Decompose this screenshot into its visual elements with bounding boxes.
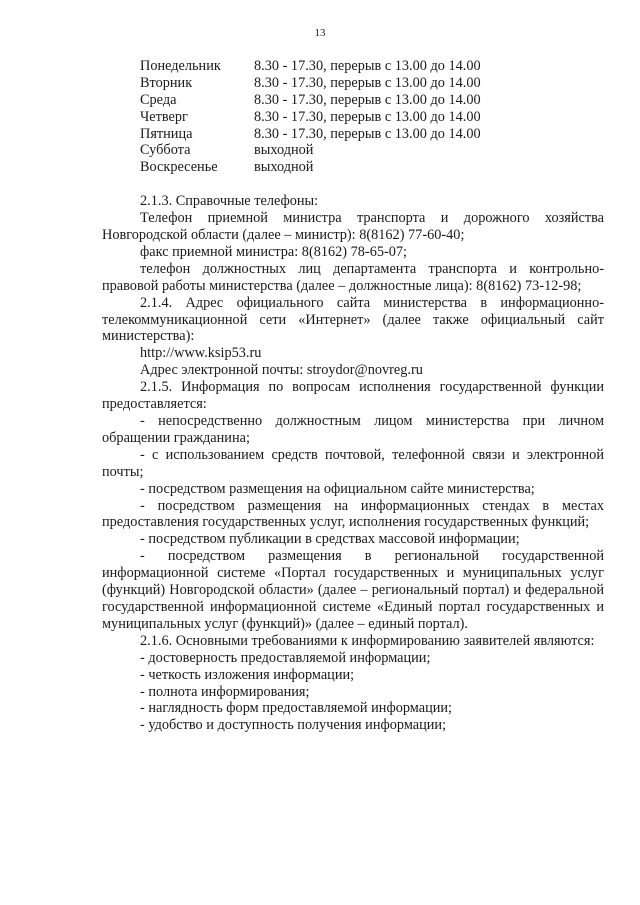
spacer (102, 176, 604, 193)
schedule-time: 8.30 - 17.30, перерыв с 13.00 до 14.00 (254, 108, 481, 125)
schedule-day: Суббота (140, 142, 191, 159)
schedule-time: выходной (254, 142, 314, 159)
schedule-time: выходной (254, 159, 314, 176)
schedule-row (102, 159, 604, 176)
list-item: - посредством публикации в средствах массовой информации; (140, 531, 520, 548)
paragraph: телефон должностных лиц департамента транспорта и контрольно-правовой работы министерства (далее – должностные лица): 8(8162) 73-12-98; (102, 260, 604, 294)
schedule-day: Понедельник (140, 58, 221, 74)
website-link[interactable]: http://www.ksip53.ru (140, 345, 262, 362)
section-heading: 2.1.3. Справочные телефоны: (140, 193, 319, 210)
list-item: - достоверность предоставляемой информации; (140, 649, 431, 666)
schedule-day: Пятница (140, 125, 193, 142)
schedule-row (102, 109, 604, 126)
list-item: - посредством размещения в региональной государственной информационной системе «Портал государственных и муниципальных услуг (функций) Новгородской области» (далее – региональный портал) и федеральной государственной информационной системе «Единый портал государственных и муниципальных услуг (функций)» (далее – единый портал). (102, 548, 604, 632)
email-line: Адрес электронной почты: stroydor@novreg.ru (140, 362, 423, 379)
schedule-row (102, 92, 604, 109)
document-body (102, 58, 604, 734)
schedule-time: 8.30 - 17.30, перерыв с 13.00 до 14.00 (254, 91, 481, 108)
schedule-row (102, 75, 604, 92)
list-item: - удобство и доступность получения информации; (140, 717, 447, 734)
schedule-time: 8.30 - 17.30, перерыв с 13.00 до 14.00 (254, 74, 481, 91)
schedule-time: 8.30 - 17.30, перерыв с 13.00 до 14.00 (254, 58, 481, 74)
list-item: - полнота информирования; (140, 683, 310, 700)
list-item: - посредством размещения на официальном сайте министерства; (140, 480, 535, 497)
schedule-day: Четверг (140, 108, 188, 125)
schedule-row (102, 58, 604, 75)
schedule-row (102, 142, 604, 159)
paragraph: 2.1.5. Информация по вопросам исполнения государственной функции предоставляется: (102, 379, 604, 413)
website-link-line (102, 345, 604, 362)
list-item: - четкость изложения информации; (140, 666, 355, 683)
list-item: - непосредственно должностным лицом министерства при личном обращении гражданина; (102, 413, 604, 446)
list-item: - с использованием средств почтовой, телефонной связи и электронной почты; (102, 446, 604, 480)
list-item: - посредством размещения на информационных стендах в местах предоставления государственных услуг, исполнения государственных функций; (102, 497, 604, 531)
schedule-day: Воскресенье (140, 159, 218, 176)
page-number: 13 (314, 27, 326, 39)
schedule-row (102, 126, 604, 143)
schedule-table (102, 58, 604, 176)
paragraph: Телефон приемной министра транспорта и дорожного хозяйства Новгородской области (далее – министр): 8(8162) 77-60-40; (102, 210, 604, 244)
schedule-time: 8.30 - 17.30, перерыв с 13.00 до 14.00 (254, 125, 481, 142)
schedule-day: Среда (140, 91, 177, 108)
paragraph: 2.1.4. Адрес официального сайта министерства в информационно-телекоммуникационной сети «Интернет» (далее также официальный сайт министерства): (102, 294, 604, 345)
list-item: - наглядность форм предоставляемой информации; (140, 700, 453, 717)
schedule-day: Вторник (140, 74, 193, 91)
paragraph: 2.1.6. Основными требованиями к информированию заявителей являются: (140, 632, 595, 649)
paragraph: факс приемной министра: 8(8162) 78-65-07; (140, 243, 408, 260)
